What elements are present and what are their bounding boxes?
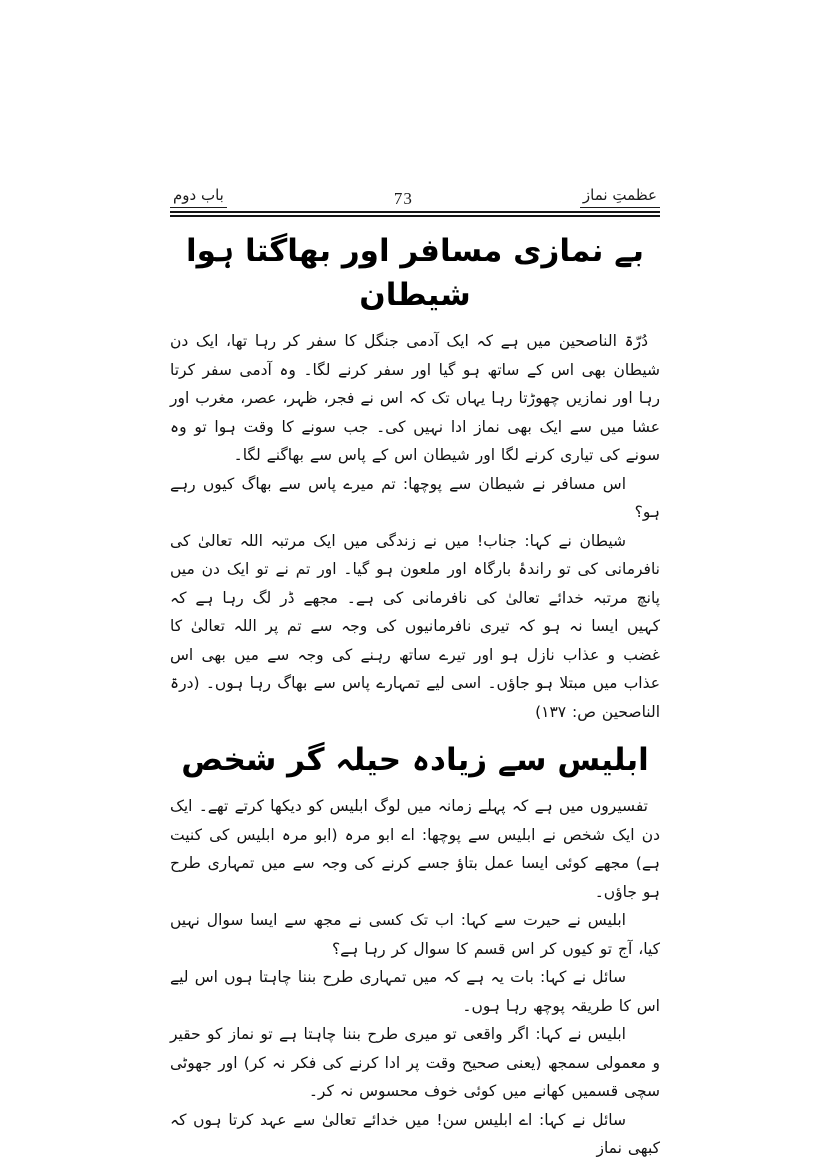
header-double-rule <box>170 211 660 217</box>
book-title: عظمتِ نماز <box>580 184 660 208</box>
section-1 <box>170 229 660 726</box>
section-2 <box>170 738 660 1163</box>
body-paragraph: شیطان نے کہا: جناب! میں نے زندگی میں ایک مرتبہ اللہ تعالیٰ کی نافرمانی کی تو راندۂ بارگاہ اور ملعون ہو گیا۔ اور تم نے تو ایک دن میں پانچ مرتبہ خدائے تعالیٰ کی نافرمانی کی ہے۔ مجھے ڈر لگ رہا ہے کہ کہیں ایسا نہ ہو کہ تیری نافرمانیوں کی وجہ سے تم پر اللہ تعالیٰ کا غضب و عذاب نازل ہو اور تیرے ساتھ رہنے کی وجہ سے میں بھی اس عذاب میں مبتلا ہو جاؤں۔ اسی لیے تمہارے پاس سے بھاگ رہا ہوں۔ (درۃ الناصحین ص: ۱۳۷) <box>170 531 660 721</box>
body-paragraph: ابلیس نے کہا: اگر واقعی تو میری طرح بننا چاہتا ہے تو نماز کو حقیر و معمولی سمجھ (یعنی صحیح وقت پر ادا کرنے کی فکر نہ کر) اور جھوٹی سچی قسمیں کھانے میں کوئی خوف محسوس نہ کر۔ <box>170 1025 660 1100</box>
body-paragraph: ابلیس نے حیرت سے کہا: اب تک کسی نے مجھ سے ایسا سوال نہیں کیا، آج تو کیوں کر اس قسم کا سوال کر رہا ہے؟ <box>170 911 660 958</box>
running-header <box>170 184 660 208</box>
text-column <box>170 184 660 1169</box>
body-paragraph: دُرّۃ الناصحین میں ہے کہ ایک آدمی جنگل کا سفر کر رہا تھا، ایک دن شیطان بھی اس کے ساتھ ہو گیا اور سفر کرنے لگا۔ وہ آدمی سفر کرتا رہا اور نمازیں چھوڑتا رہا یہاں تک کہ اس نے فجر، ظہر، عصر، مغرب اور عشا میں سے ایک بھی نماز ادا نہیں کی۔ جب سونے کا وقت ہوا تو وہ سونے کی تیاری کرنے لگا اور شیطان اس کے پاس سے بھاگنے لگا۔ <box>170 332 660 464</box>
body-paragraph: تفسیروں میں ہے کہ پہلے زمانہ میں لوگ ابلیس کو دیکھا کرتے تھے۔ ایک دن ایک شخص نے ابلیس سے پوچھا: اے ابو مرہ (ابو مرہ ابلیس کی کنیت ہے) مجھے کوئی ایسا عمل بتاؤ جسے کرنے کی وجہ سے میں تمہاری طرح ہو جاؤں۔ <box>170 797 660 901</box>
body-paragraph: سائل نے کہا: بات یہ ہے کہ میں تمہاری طرح بننا چاہتا ہوں اس لیے اس کا طریقہ پوچھ رہا ہوں۔ <box>170 968 660 1015</box>
body-paragraph: سائل نے کہا: اے ابلیس سن! میں خدائے تعالیٰ سے عہد کرتا ہوں کہ کبھی نماز <box>170 1110 660 1157</box>
page-number: 73 <box>393 189 413 208</box>
body-paragraph: اس مسافر نے شیطان سے پوچھا: تم میرے پاس سے بھاگ کیوں رہے ہو؟ <box>170 474 660 521</box>
section-heading: بے نمازی مسافر اور بھاگتا ہوا شیطان <box>185 233 645 313</box>
chapter-label: باب دوم <box>170 184 227 208</box>
section-heading: ابلیس سے زیادہ حیلہ گر شخص <box>181 742 649 778</box>
